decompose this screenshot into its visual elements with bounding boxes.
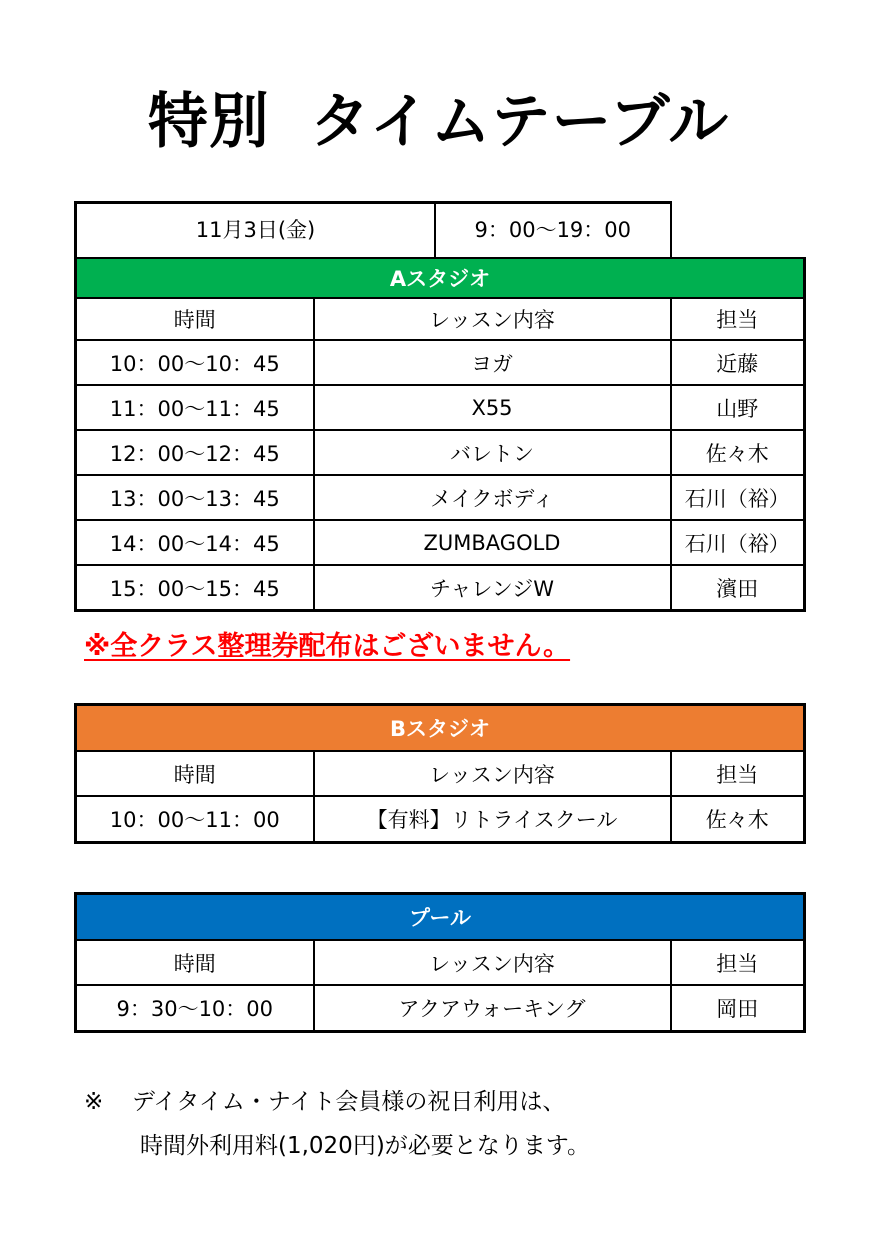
time-cell: 9：30〜10：00	[76, 985, 314, 1032]
instructor-cell: 濱田	[671, 565, 805, 611]
studio-a-table	[74, 201, 806, 612]
hours-label: 9：00〜19：00	[474, 218, 632, 242]
pool-table	[74, 892, 806, 1033]
pool-name: プール	[76, 894, 805, 941]
time-cell: 10：00〜11：00	[76, 796, 314, 843]
time-cell: 11：00〜11：45	[76, 385, 314, 430]
header-time: 時間	[76, 751, 314, 796]
lesson-cell: チャレンジW	[314, 565, 671, 611]
page-title	[0, 82, 877, 162]
time-cell: 14：00〜14：45	[76, 520, 314, 565]
header-lesson: レッスン内容	[314, 940, 671, 985]
header-instructor: 担当	[671, 751, 805, 796]
notice-text: ※全クラス整理券配布はございません。	[84, 631, 571, 662]
footnote-mark: ※	[84, 1089, 104, 1115]
lesson-cell: X55	[314, 385, 671, 430]
lesson-cell: メイクボディ	[314, 475, 671, 520]
header-time: 時間	[76, 940, 314, 985]
footnote	[84, 1080, 590, 1168]
header-instructor: 担当	[671, 940, 805, 985]
lesson-cell: アクアウォーキング	[314, 985, 671, 1032]
time-cell: 13：00〜13：45	[76, 475, 314, 520]
title-part1: 特別	[147, 87, 270, 157]
header-lesson: レッスン内容	[314, 751, 671, 796]
studio-b-table	[74, 703, 806, 844]
date-row	[76, 203, 805, 259]
lesson-cell: ZUMBAGOLD	[314, 520, 671, 565]
instructor-cell: 佐々木	[671, 796, 805, 843]
pool-header	[76, 894, 805, 941]
instructor-cell: 石川（裕）	[671, 520, 805, 565]
time-cell: 15：00〜15：45	[76, 565, 314, 611]
lesson-cell: ヨガ	[314, 340, 671, 385]
lesson-cell: 【有料】リトライスクール	[314, 796, 671, 843]
table-row	[76, 565, 805, 611]
footnote-line1	[84, 1080, 590, 1124]
time-cell: 12：00〜12：45	[76, 430, 314, 475]
studio-b-header	[76, 705, 805, 752]
table-row	[76, 430, 805, 475]
header-time: 時間	[76, 298, 314, 340]
instructor-cell: 石川（裕）	[671, 475, 805, 520]
footnote-line1-text: デイタイム・ナイト会員様の祝日利用は、	[132, 1089, 566, 1115]
header-instructor: 担当	[671, 298, 805, 340]
table-row	[76, 475, 805, 520]
table-row	[76, 796, 805, 843]
date-label: 11月3日(金)	[77, 204, 436, 257]
table-row	[76, 985, 805, 1032]
column-header-row	[76, 298, 805, 340]
studio-a-header	[76, 258, 805, 298]
title-part2: タイムテーブル	[309, 87, 730, 157]
column-header-row	[76, 940, 805, 985]
column-header-row	[76, 751, 805, 796]
studio-b-name: Bスタジオ	[76, 705, 805, 752]
instructor-cell: 近藤	[671, 340, 805, 385]
table-row	[76, 520, 805, 565]
table-row	[76, 340, 805, 385]
instructor-cell: 山野	[671, 385, 805, 430]
instructor-cell: 岡田	[671, 985, 805, 1032]
lesson-cell: バレトン	[314, 430, 671, 475]
date-cell	[76, 203, 671, 259]
header-lesson: レッスン内容	[314, 298, 671, 340]
time-cell: 10：00〜10：45	[76, 340, 314, 385]
instructor-cell: 佐々木	[671, 430, 805, 475]
studio-a-name: Aスタジオ	[76, 258, 805, 298]
table-row	[76, 385, 805, 430]
footnote-line2: 時間外利用料(1,020円)が必要となります。	[140, 1133, 590, 1159]
